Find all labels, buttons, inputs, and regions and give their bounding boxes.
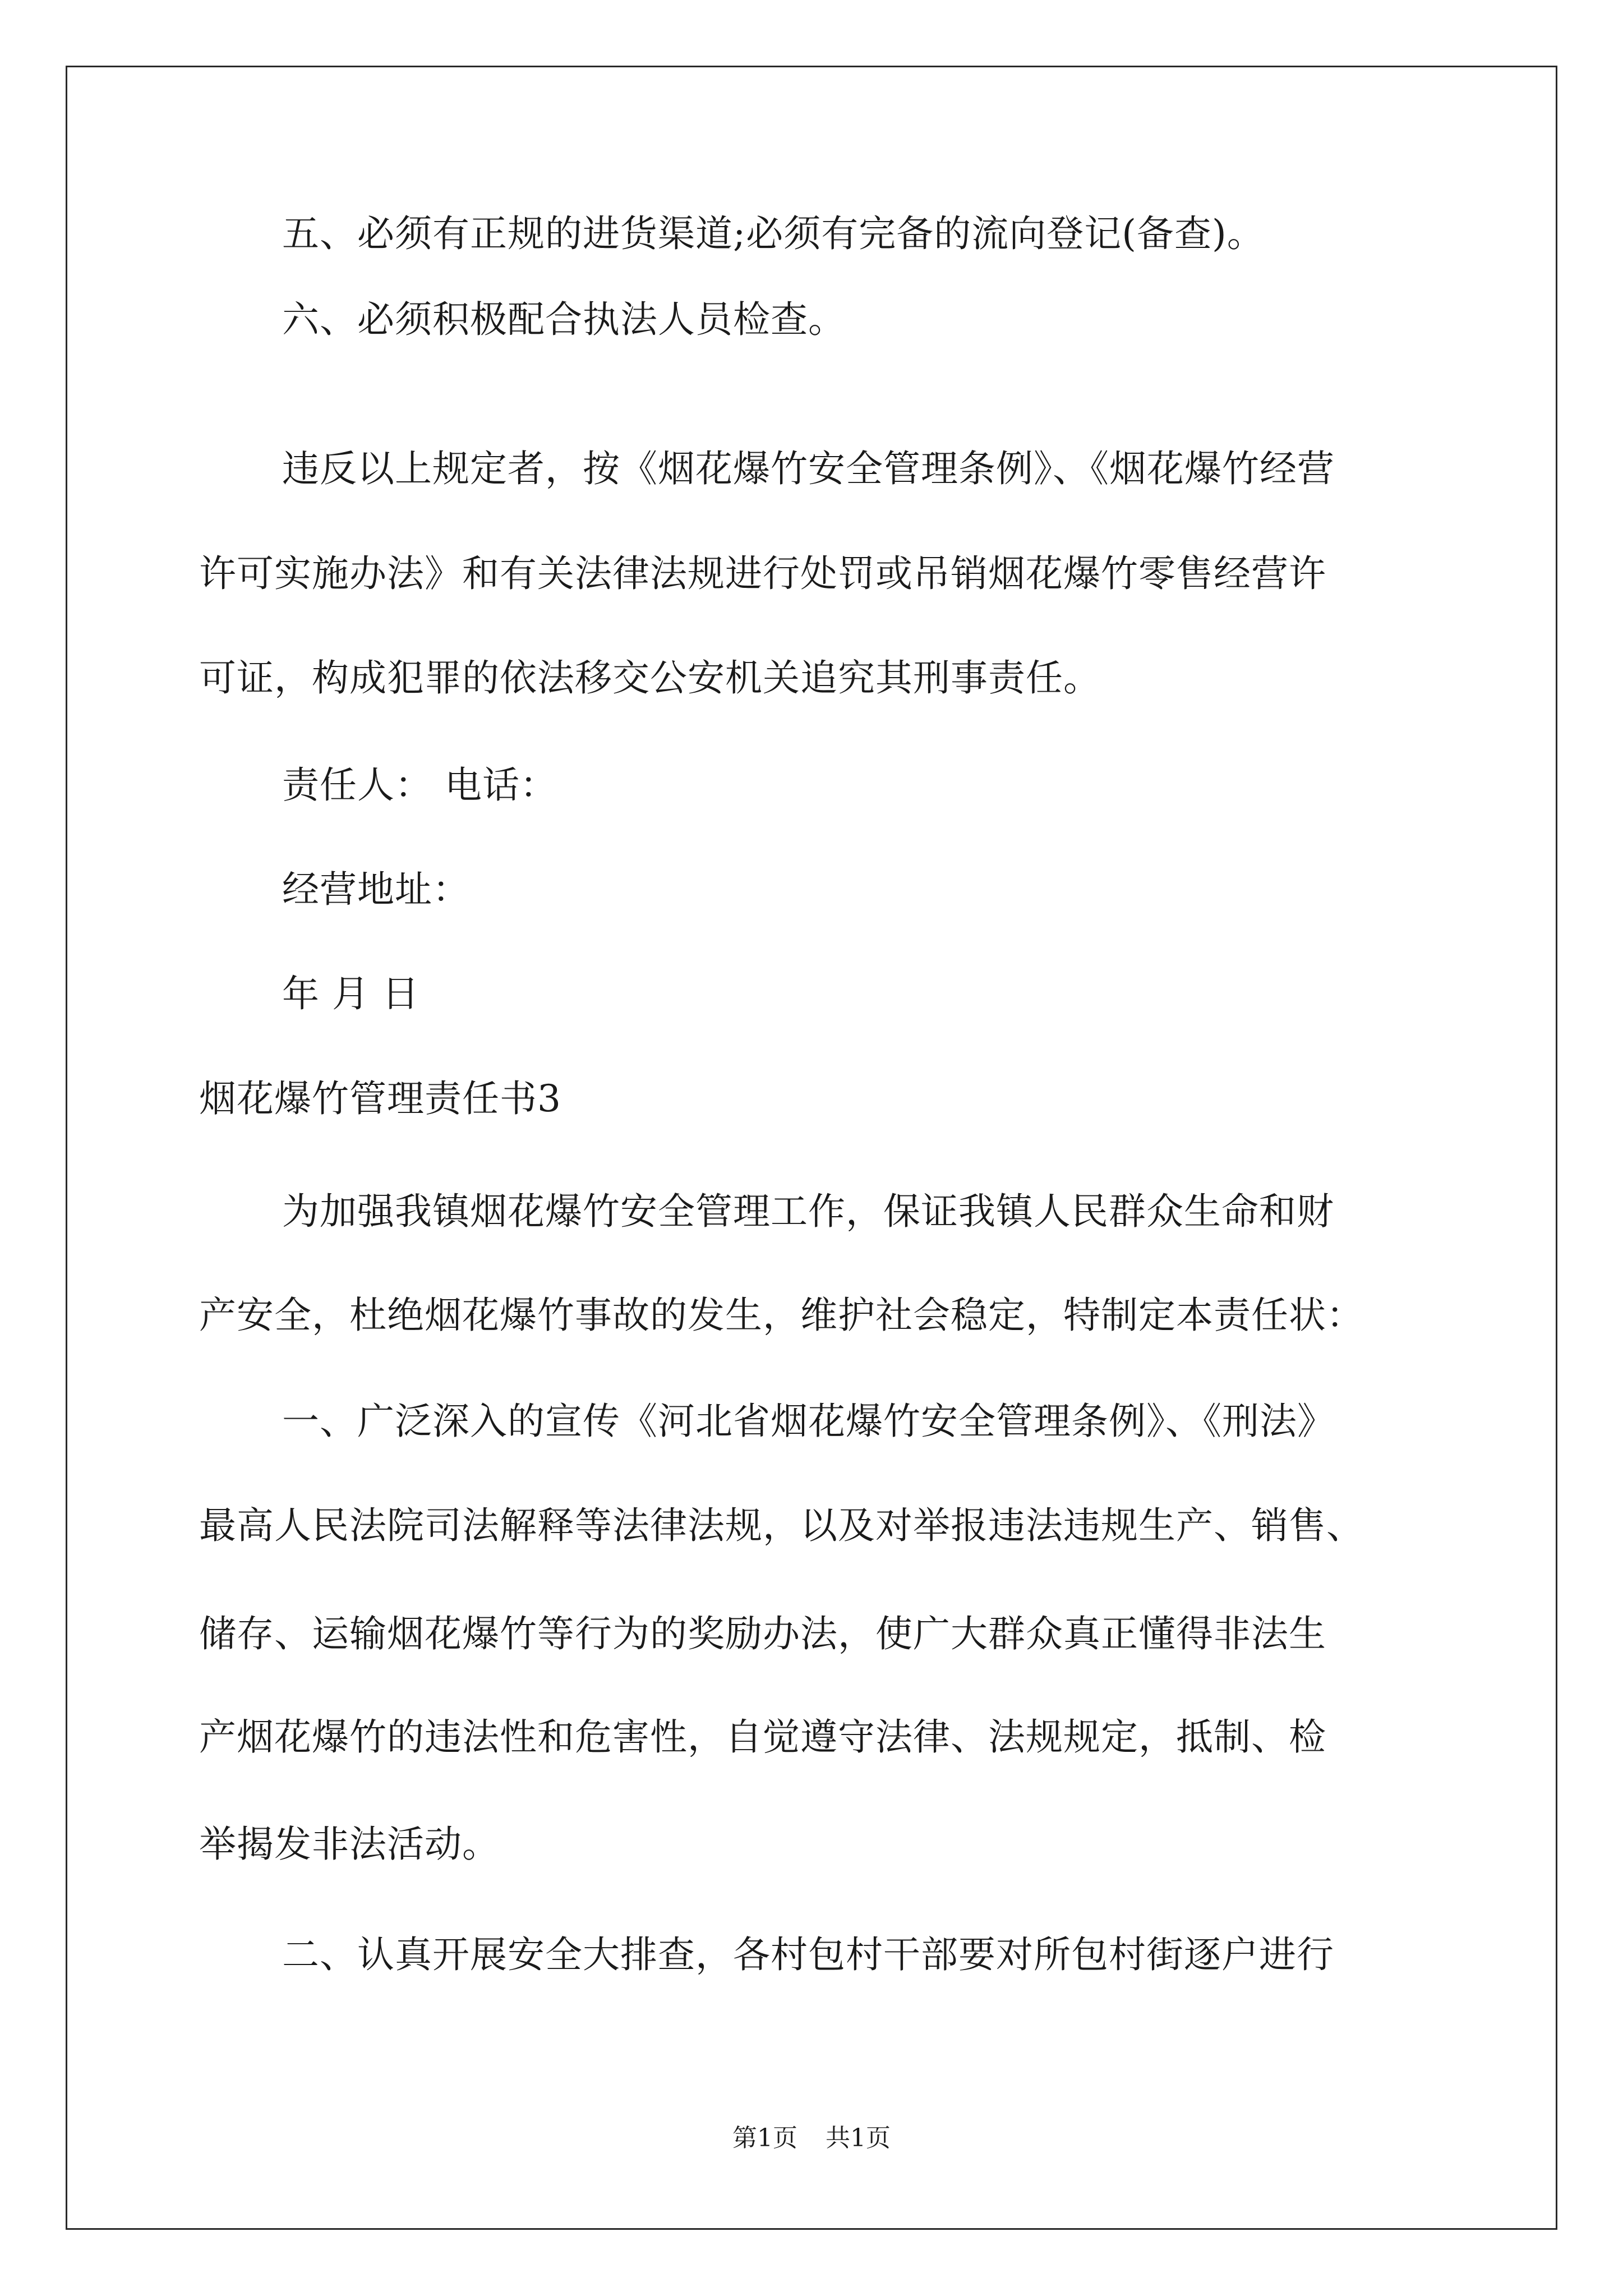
paragraph-line: 违反以上规定者，按《烟花爆竹安全管理条例》、《烟花爆竹经营 xyxy=(282,447,1335,490)
paragraph-line: 最高人民法院司法解释等法律法规，以及对举报违法违规生产、销售、 xyxy=(199,1504,1364,1547)
page-number-current: 第1页 xyxy=(732,2124,797,2152)
paragraph-line: 产安全，杜绝烟花爆竹事故的发生，维护社会稳定，特制定本责任状： xyxy=(199,1294,1364,1337)
paragraph-line: 为加强我镇烟花爆竹安全管理工作，保证我镇人民群众生命和财 xyxy=(282,1190,1334,1233)
paragraph-line: 产烟花爆竹的违法性和危害性，自觉遵守法律、法规规定，抵制、检 xyxy=(199,1715,1326,1759)
paragraph-line: 六、必须积极配合执法人员检查。 xyxy=(282,298,846,341)
page-number-total: 共1页 xyxy=(826,2124,891,2152)
paragraph-line: 经营地址： xyxy=(282,868,470,911)
paragraph-line: 年 月 日 xyxy=(282,972,419,1015)
paragraph-line: 许可实施办法》和有关法律法规进行处罚或吊销烟花爆竹零售经营许 xyxy=(199,552,1326,595)
page-border xyxy=(66,66,1557,2230)
paragraph-line: 一、广泛深入的宣传《河北省烟花爆竹安全管理条例》、《刑法》 xyxy=(282,1400,1335,1443)
paragraph-line: 举揭发非法活动。 xyxy=(199,1823,500,1866)
paragraph-line: 储存、运输烟花爆竹等行为的奖励办法，使广大群众真正懂得非法生 xyxy=(199,1612,1326,1655)
page-footer xyxy=(0,2122,1623,2155)
paragraph-line: 可证，构成犯罪的依法移交公安机关追究其刑事责任。 xyxy=(199,656,1101,700)
paragraph-line: 五、必须有正规的进货渠道;必须有完备的流向登记(备查)。 xyxy=(282,212,1265,255)
section-title: 烟花爆竹管理责任书3 xyxy=(199,1077,561,1120)
paragraph-line: 责任人： 电话： xyxy=(282,763,557,807)
paragraph-line: 二、认真开展安全大排查，各村包村干部要对所包村街逐户进行 xyxy=(282,1933,1334,1976)
